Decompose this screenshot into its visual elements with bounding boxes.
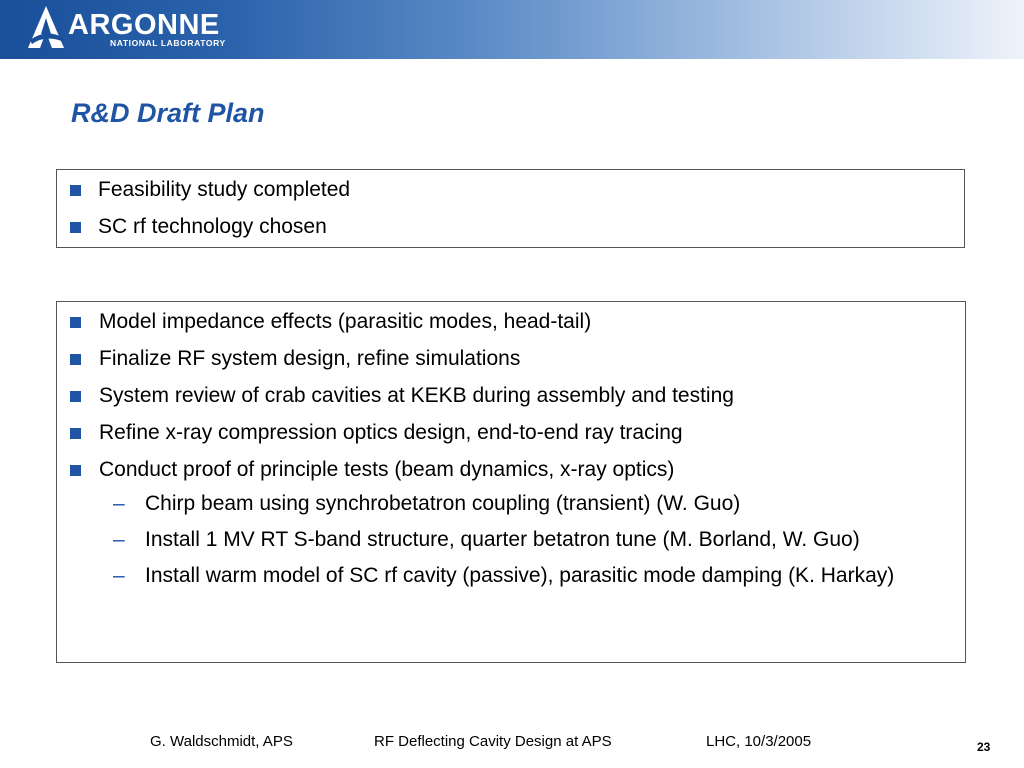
plan-item bbox=[57, 384, 965, 408]
slide-title: R&D Draft Plan bbox=[71, 98, 265, 128]
plan-box bbox=[56, 301, 966, 663]
status-item bbox=[57, 215, 964, 239]
plan-item-text: Refine x-ray compression optics design, end-to-end ray tracing bbox=[99, 421, 683, 444]
plan-subitem-text: Chirp beam using synchrobetatron coupling (transient) (W. Guo) bbox=[145, 492, 741, 515]
footer-event: LHC, 10/3/2005 bbox=[706, 733, 812, 750]
plan-item bbox=[57, 310, 965, 334]
square-bullet-icon bbox=[70, 428, 81, 439]
plan-subitem bbox=[57, 524, 935, 555]
dash-bullet-icon: – bbox=[113, 564, 125, 587]
header-banner bbox=[0, 0, 1024, 59]
plan-subitem bbox=[57, 560, 935, 591]
square-bullet-icon bbox=[70, 185, 81, 196]
plan-item-text: System review of crab cavities at KEKB during assembly and testing bbox=[99, 384, 734, 407]
status-item bbox=[57, 178, 964, 202]
plan-item-text: Conduct proof of principle tests (beam dynamics, x-ray optics) bbox=[99, 458, 675, 481]
square-bullet-icon bbox=[70, 465, 81, 476]
logo-subtitle: NATIONAL LABORATORY bbox=[110, 38, 226, 48]
square-bullet-icon bbox=[70, 391, 81, 402]
square-bullet-icon bbox=[70, 222, 81, 233]
plan-subitem-text: Install 1 MV RT S-band structure, quarter betatron tune (M. Borland, W. Guo) bbox=[145, 528, 860, 551]
plan-item bbox=[57, 347, 965, 371]
status-item-text: Feasibility study completed bbox=[98, 178, 351, 201]
dash-bullet-icon: – bbox=[113, 492, 125, 515]
argonne-logo bbox=[24, 4, 224, 52]
dash-bullet-icon: – bbox=[113, 528, 125, 551]
status-box bbox=[56, 169, 965, 248]
plan-list bbox=[57, 310, 965, 482]
square-bullet-icon bbox=[70, 354, 81, 365]
plan-subitem bbox=[57, 488, 935, 519]
plan-item bbox=[57, 458, 965, 482]
logo-wordmark: ARGONNE bbox=[68, 9, 220, 41]
plan-item-text: Model impedance effects (parasitic modes, head-tail) bbox=[99, 310, 592, 333]
plan-item bbox=[57, 421, 965, 445]
page-number: 23 bbox=[977, 740, 991, 754]
plan-item-text: Finalize RF system design, refine simulations bbox=[99, 347, 521, 370]
footer-author: G. Waldschmidt, APS bbox=[150, 733, 293, 750]
status-list bbox=[57, 178, 964, 239]
square-bullet-icon bbox=[70, 317, 81, 328]
footer-talk-title: RF Deflecting Cavity Design at APS bbox=[374, 733, 612, 750]
plan-subitem-text: Install warm model of SC rf cavity (passive), parasitic mode damping (K. Harkay) bbox=[145, 564, 895, 587]
plan-sublist bbox=[57, 488, 965, 591]
status-item-text: SC rf technology chosen bbox=[98, 215, 327, 238]
